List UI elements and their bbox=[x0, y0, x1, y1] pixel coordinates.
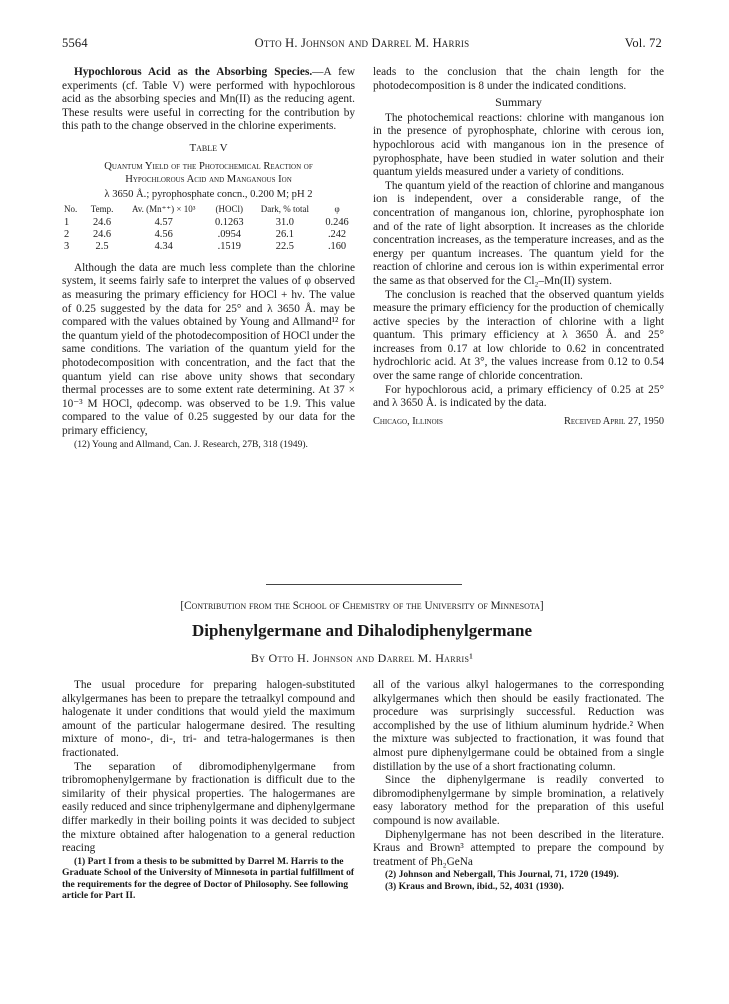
body-paragraph: Diphenylgermane has not been described in the literature. Kraus and Brown³ attempted to prepare the compound by treatment of Ph₂GeNa bbox=[373, 828, 664, 868]
table-title: Table V bbox=[189, 141, 228, 154]
article-divider bbox=[266, 584, 462, 585]
signoff-location: Chicago, Illinois bbox=[373, 415, 443, 427]
col-header: φ bbox=[334, 204, 340, 215]
table-cell: 4.57 bbox=[154, 216, 173, 228]
footnote-1: (1) Part I from a thesis to be submitted by Darrel M. Harris to the Graduate School of the University of Minnesota in partial fulfillment of the requirements for the degree of Doctor of Philosophy. See following article for Part II. bbox=[62, 855, 355, 902]
table-row bbox=[62, 241, 355, 253]
table-row bbox=[62, 229, 355, 241]
table-cell: 4.56 bbox=[154, 229, 173, 241]
summary-heading: Summary bbox=[495, 95, 542, 110]
body-paragraph: Since the diphenylgermane is readily converted to dibromodiphenylgermane by simple bromination, a relatively easy laboratory method for the preparation of this useful compound is now available. bbox=[373, 774, 664, 827]
table-header-row bbox=[62, 205, 355, 217]
col-header: Dark, % total bbox=[260, 204, 309, 215]
footnote-3: (3) Kraus and Brown, ibid., 52, 4031 (1930). bbox=[385, 880, 564, 892]
footnote-2: (2) Johnson and Nebergall, This Journal, 71, 1720 (1949). bbox=[385, 869, 619, 881]
continuation-paragraph: leads to the conclusion that the chain length for the photodecomposition is 8 under the indicated conditions. bbox=[373, 66, 664, 92]
summary-paragraph: The conclusion is reached that the observed quantum yields measure the primary efficiency for the production of chemically active species by the interaction of chlorine with a light quantum. This primary efficiency at λ 3650 Å. and 25° increases from 0.17 at low chloride to 0.62 in concentrated hydrochloric acid. At 3°, the values increase from 0.12 to 0.54 over the same range of chloride concentration. bbox=[373, 288, 664, 383]
table-cell: 22.5 bbox=[275, 241, 294, 253]
table-cell: 31.0 bbox=[275, 216, 294, 228]
volume-label: Vol. 72 bbox=[624, 36, 662, 50]
body-paragraph: The usual procedure for preparing halogen-substituted alkylgermanes has been to prepare the tetraalkyl compound and halogenate it under conditions that would yield the maximum amount of the particular halogermane desired. The resulting mixture of mono-, di-, tri- and tetra-halogermanes is then fractionated. bbox=[62, 679, 355, 759]
lower-left-column bbox=[62, 679, 355, 902]
table-cell: 1 bbox=[64, 216, 70, 228]
table-cell: 26.1 bbox=[275, 229, 294, 241]
upper-right-column bbox=[373, 66, 664, 428]
summary-paragraph: The photochemical reactions: chlorine with manganous ion in the presence of pyrophosphate, chlorine with cerous ion, hypochlorous acid with manganous ion in the presence of pyrophosphate, have been studied in water solution and their quantum yields measured under a variety of conditions. bbox=[373, 111, 664, 179]
lower-right-column bbox=[373, 679, 664, 892]
table-cell: .0954 bbox=[217, 229, 241, 241]
table-cell: 0.1263 bbox=[215, 216, 244, 228]
table-cell: .160 bbox=[327, 241, 347, 253]
table-caption-line2: Hypochlorous Acid and Manganous Ion bbox=[125, 173, 292, 185]
table-cell: 2 bbox=[64, 229, 70, 241]
byline: By Otto H. Johnson and Darrel M. Harris¹ bbox=[250, 651, 474, 665]
table-cell: .242 bbox=[327, 229, 347, 241]
col-header: Temp. bbox=[90, 204, 114, 215]
discussion-paragraph: Although the data are much less complete than the chlorine system, it seems fairly safe to interpret the values of φ observed as measuring the primary efficiency for HOCl + hν. The value of 0.25 suggested by the data for 25° and λ 3650 Å. may be compared with the values obtained by Young and Allmand¹² for the quantum yield of the photodecomposition of HOCl under the same conditions. The variation of the quantum yield for the photodecomposition with concentration, and the fact that the quantum yield can rise above unity shows that secondary thermal processes are to some extent rate determining. At 37 × 10⁻³ M HOCl, φdecomp. was observed to be 1.9. This value compared to the value of 0.25 suggested by our data for the primary efficiency, bbox=[62, 261, 355, 437]
table-cell: 3 bbox=[64, 241, 70, 253]
hocl-paragraph bbox=[62, 66, 355, 134]
signoff bbox=[373, 415, 664, 429]
article-title: Diphenylgermane and Dihalodiphenylgermane bbox=[191, 621, 533, 640]
section-heading: Hypochlorous Acid as the Absorbing Species. bbox=[74, 66, 313, 78]
body-paragraph: The separation of dibromodiphenylgermane from tribromophenylgermane by fractionation is difficult due to the similarity of their physical properties. The halogermanes are easily reduced and since triphenylgermane and diphenylgermane differ markedly in their boiling points it was decided to subject the mixture obtained after halogenation to a general reduction reacing bbox=[62, 760, 355, 855]
table-cell: 4.34 bbox=[154, 241, 173, 253]
running-header bbox=[62, 36, 662, 54]
footnote-12: (12) Young and Allmand, Can. J. Research, 27B, 318 (1949). bbox=[74, 438, 308, 450]
table-caption-line1: Quantum Yield of the Photochemical Reaction of bbox=[104, 160, 313, 172]
col-header: Av. (Mn⁺⁺) × 10³ bbox=[131, 204, 196, 215]
table-row bbox=[62, 217, 355, 229]
data-table bbox=[62, 205, 355, 254]
body-paragraph: all of the various alkyl halogermanes to the corresponding alkylgermanes which then should be easily fractionated. The procedure was surprisingly successful. Reduction was accomplished by the use of lithium aluminum hydride.² When the mixture was subjected to fractionation, it was found that almost pure diphenylgermane could be obtained from a single distillation by the use of a short fractionating column. bbox=[373, 679, 664, 773]
upper-left-column bbox=[62, 66, 355, 450]
table-cell: 24.6 bbox=[92, 229, 112, 241]
col-header: No. bbox=[64, 204, 78, 215]
table-cell: 24.6 bbox=[92, 216, 112, 228]
summary-paragraph: The quantum yield of the reaction of chlorine and manganous ion is independent, over a considerable range, of the concentration of manganous ion, chlorine, pyrophosphate ion and of the rate of light absorption. It increases as the chloride concentration increases, as the temperature increases, and as the energy per quantum increases. The quantum yield for the reaction of chlorine and cerous ion is within experimental error the same as that observed for the Cl₂–Mn(II) system. bbox=[373, 179, 664, 287]
page-number: 5564 bbox=[62, 36, 88, 50]
table-cell: 2.5 bbox=[95, 241, 109, 253]
summary-paragraph: For hypochlorous acid, a primary efficiency of 0.25 at 25° and λ 3650 Å. is indicated by the data. bbox=[373, 383, 664, 410]
table-cell: 0.246 bbox=[325, 216, 349, 228]
col-header: (HOCl) bbox=[215, 204, 244, 215]
table-cell: .1519 bbox=[217, 241, 241, 253]
hocl-paragraph-text: —A few experiments (cf. Table V) were performed with hypochlorous acid as the absorbing species and Mn(II) as the reducing agent. These results were useful in correcting for the contribution by this path to the change observed in the chlorine experiments. bbox=[62, 66, 355, 133]
signoff-received: Received April 27, 1950 bbox=[563, 415, 664, 427]
header-authors: Otto H. Johnson and Darrel M. Harris bbox=[254, 36, 470, 50]
contribution-line: [Contribution from the School of Chemistry of the University of Minnesota] bbox=[180, 600, 544, 612]
table-conditions: λ 3650 Å.; pyrophosphate concn., 0.200 M; pH 2 bbox=[104, 188, 313, 200]
